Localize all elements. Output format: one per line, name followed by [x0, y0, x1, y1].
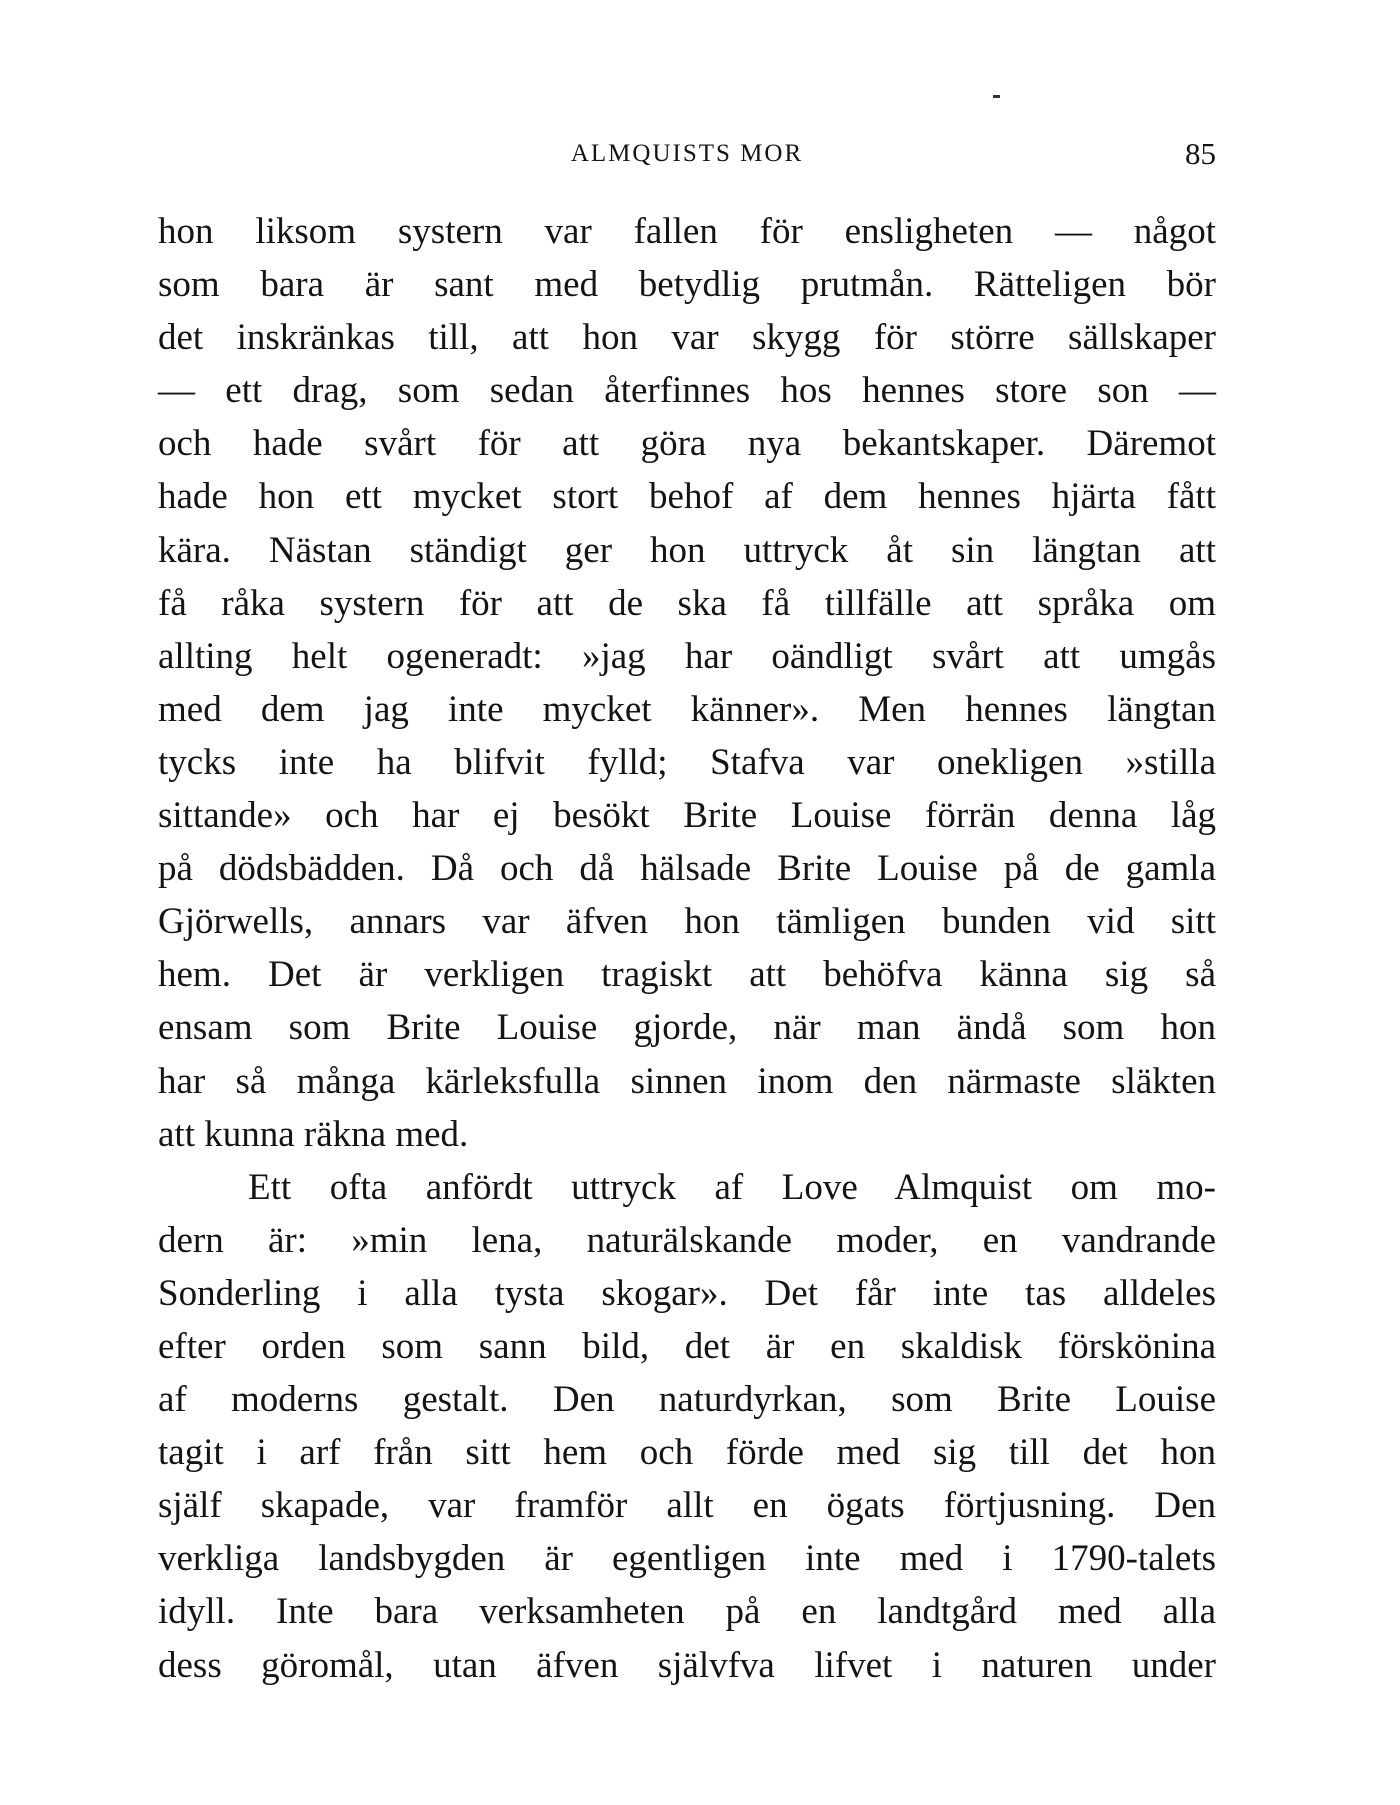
- text-line: allting helt ogeneradt: »jag har oändligt svårt att umgås: [158, 635, 1216, 677]
- text-line: hade hon ett mycket stort behof af dem hennes hjärta fått: [158, 476, 1216, 518]
- text-line: och hade svårt för att göra nya bekantskaper. Däremot: [158, 423, 1216, 465]
- text-line: verkliga landsbygden är egentligen inte med i 1790-talets: [158, 1538, 1216, 1580]
- text-line: efter orden som sann bild, det är en skaldisk förskönina: [158, 1325, 1216, 1367]
- text-line: hon liksom systern var fallen för ensligheten — något: [158, 211, 1216, 252]
- text-line: ensam som Brite Louise gjorde, när man ändå som hon: [158, 1007, 1216, 1049]
- text-line: själf skapade, var framför allt en ögats förtjusning. Den: [158, 1485, 1216, 1527]
- text-line: kära. Nästan ständigt ger hon uttryck åt sin längtan att: [158, 529, 1216, 571]
- paragraph-1: [158, 205, 1216, 1161]
- text-line: Gjörwells, annars var äfven hon tämligen bunden vid sitt: [158, 901, 1216, 943]
- text-line: på dödsbädden. Då och då hälsade Brite Louise på de gamla: [158, 848, 1216, 890]
- text-line: tagit i arf från sitt hem och förde med sig till det hon: [158, 1432, 1216, 1474]
- text-line: — ett drag, som sedan återfinnes hos hennes store son —: [158, 370, 1216, 412]
- text-line: det inskränkas till, att hon var skygg för större sällskaper: [158, 317, 1216, 359]
- text-line: af moderns gestalt. Den naturdyrkan, som Brite Louise: [158, 1379, 1216, 1421]
- page-header: [158, 134, 1216, 174]
- text-line: sittande» och har ej besökt Brite Louise förrän denna låg: [158, 795, 1216, 837]
- running-title: ALMQUISTS MOR: [570, 140, 804, 167]
- paragraph-2: [158, 1161, 1216, 1692]
- text-line: har så många kärleksfulla sinnen inom den närmaste släkten: [158, 1060, 1216, 1102]
- text-line: med dem jag inte mycket känner». Men hennes längtan: [158, 688, 1216, 730]
- text-line: dess göromål, utan äfven självfva lifvet i naturen under: [158, 1644, 1216, 1686]
- text-line: som bara är sant med betydlig prutmån. Rätteligen bör: [158, 264, 1216, 306]
- text-line: att kunna räkna med.: [158, 1113, 469, 1155]
- text-line: hem. Det är verkligen tragiskt att behöfva känna sig så: [158, 954, 1216, 996]
- text-line: idyll. Inte bara verksamheten på en landtgård med alla: [158, 1591, 1216, 1633]
- page-number: 85: [1185, 136, 1216, 171]
- text-line: tycks inte ha blifvit fylld; Stafva var onekligen »stilla: [158, 741, 1216, 783]
- text-line: få råka systern för att de ska få tillfälle att språka om: [158, 582, 1216, 624]
- text-line: dern är: »min lena, naturälskande moder, en vandrande: [158, 1219, 1216, 1261]
- print-speck: [993, 95, 1000, 98]
- text-line: Sonderling i alla tysta skogar». Det får inte tas alldeles: [158, 1272, 1216, 1314]
- text-line: Ett ofta anfördt uttryck af Love Almquist om mo-: [248, 1166, 1216, 1208]
- body-text: [158, 205, 1216, 1692]
